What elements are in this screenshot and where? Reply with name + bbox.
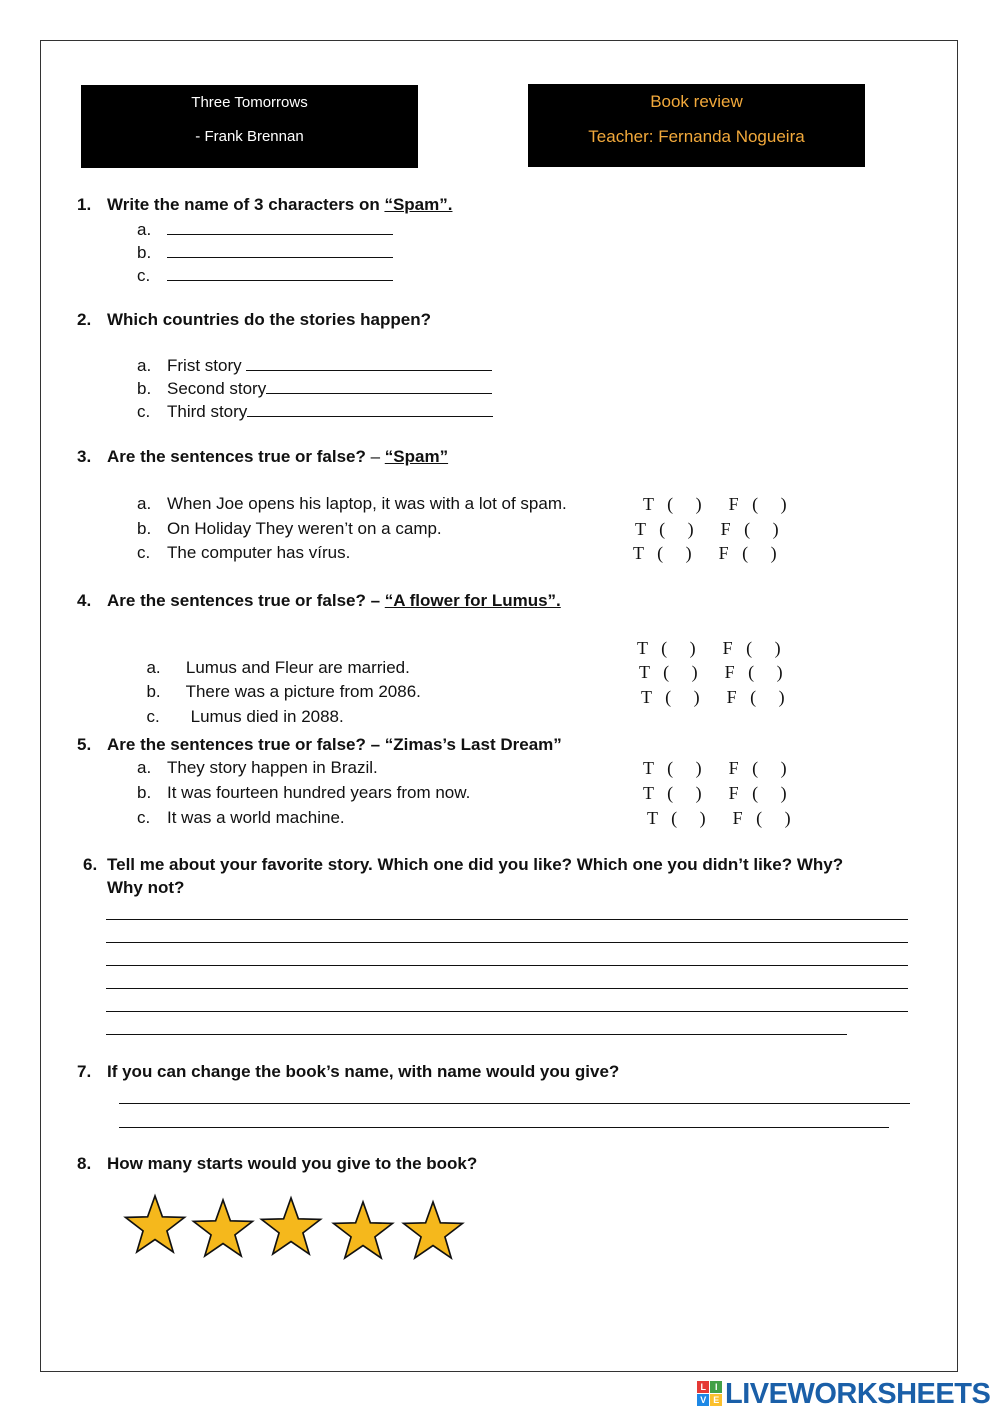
teacher-name: Teacher: Fernanda Nogueira <box>588 127 805 146</box>
star-icon[interactable] <box>258 1194 324 1260</box>
true-false-choice[interactable]: T ( ) F ( ) <box>637 638 781 658</box>
book-title-block <box>81 85 418 168</box>
logo-badge-icon: L I V E <box>697 1381 723 1407</box>
book-title: Three Tomorrows <box>191 94 308 111</box>
q3-item-b: b. On Holiday They weren’t on a camp. <box>137 519 442 538</box>
q2-item-a: a. Frist story <box>137 355 492 376</box>
review-label: Book review <box>650 92 743 111</box>
question-8: 8. How many starts would you give to the book? <box>77 1154 478 1173</box>
answer-blank[interactable] <box>167 242 393 258</box>
true-false-choice[interactable]: T ( ) F ( ) <box>641 687 785 707</box>
q5-item-a: a. They story happen in Brazil. <box>137 758 378 777</box>
question-1: 1. Write the name of 3 characters on “Spam”. <box>77 195 453 214</box>
true-false-choice[interactable]: T ( ) F ( ) <box>643 494 787 514</box>
q5-item-c: c. It was a world machine. <box>137 808 345 827</box>
true-false-choice[interactable]: T ( ) F ( ) <box>639 662 783 682</box>
writing-line[interactable] <box>106 988 908 989</box>
star-icon[interactable] <box>330 1198 396 1264</box>
question-5: 5. Are the sentences true or false? – “Zimas’s Last Dream” <box>77 735 562 754</box>
question-4: 4. Are the sentences true or false? – “A flower for Lumus”. <box>77 591 561 610</box>
writing-line[interactable] <box>106 965 908 966</box>
q3-item-a: a. When Joe opens his laptop, it was with a lot of spam. <box>137 494 567 513</box>
q3-item-c: c. The computer has vírus. <box>137 543 351 562</box>
true-false-choice[interactable]: T ( ) F ( ) <box>635 519 779 539</box>
writing-line[interactable] <box>106 919 908 920</box>
writing-line[interactable] <box>119 1103 910 1104</box>
q2-item-b: b. Second story <box>137 378 492 399</box>
answer-blank[interactable] <box>266 378 492 394</box>
star-icon[interactable] <box>400 1198 466 1264</box>
true-false-choice[interactable]: T ( ) F ( ) <box>647 808 791 828</box>
answer-blank[interactable] <box>167 265 393 281</box>
q4-item-a: a. Lumus and Fleur are married. <box>146 658 410 677</box>
liveworksheets-logo: L I V E LIVEWORKSHEETS <box>697 1378 990 1410</box>
writing-line[interactable] <box>106 942 908 943</box>
writing-line[interactable] <box>106 1034 847 1035</box>
q4-item-c: c. Lumus died in 2088. <box>146 707 344 726</box>
true-false-choice[interactable]: T ( ) F ( ) <box>633 543 777 563</box>
true-false-choice[interactable]: T ( ) F ( ) <box>643 758 787 778</box>
question-6: 6. Tell me about your favorite story. Which one did you like? Which one you didn’t like? Why? <box>83 855 844 874</box>
question-6-continued: Why not? <box>107 878 185 897</box>
answer-blank[interactable] <box>167 219 393 235</box>
q5-item-b: b. It was fourteen hundred years from now. <box>137 783 471 802</box>
star-icon[interactable] <box>122 1192 188 1258</box>
true-false-choice[interactable]: T ( ) F ( ) <box>643 783 787 803</box>
star-icon[interactable] <box>190 1196 256 1262</box>
q1-item-b: b. <box>137 242 393 263</box>
review-block <box>528 84 865 167</box>
question-7: 7. If you can change the book’s name, with name would you give? <box>77 1062 620 1081</box>
question-3: 3. Are the sentences true or false? – “Spam” <box>77 447 449 466</box>
book-author: - Frank Brennan <box>195 128 304 145</box>
q4-item-b: b. There was a picture from 2086. <box>146 682 421 701</box>
q1-item-c: c. <box>137 265 393 286</box>
answer-blank[interactable] <box>247 401 493 417</box>
question-2: 2. Which countries do the stories happen? <box>77 310 431 329</box>
q1-item-a: a. <box>137 219 393 240</box>
q2-item-c: c. Third story <box>137 401 493 422</box>
answer-blank[interactable] <box>246 355 492 371</box>
writing-line[interactable] <box>106 1011 908 1012</box>
writing-line[interactable] <box>119 1127 889 1128</box>
